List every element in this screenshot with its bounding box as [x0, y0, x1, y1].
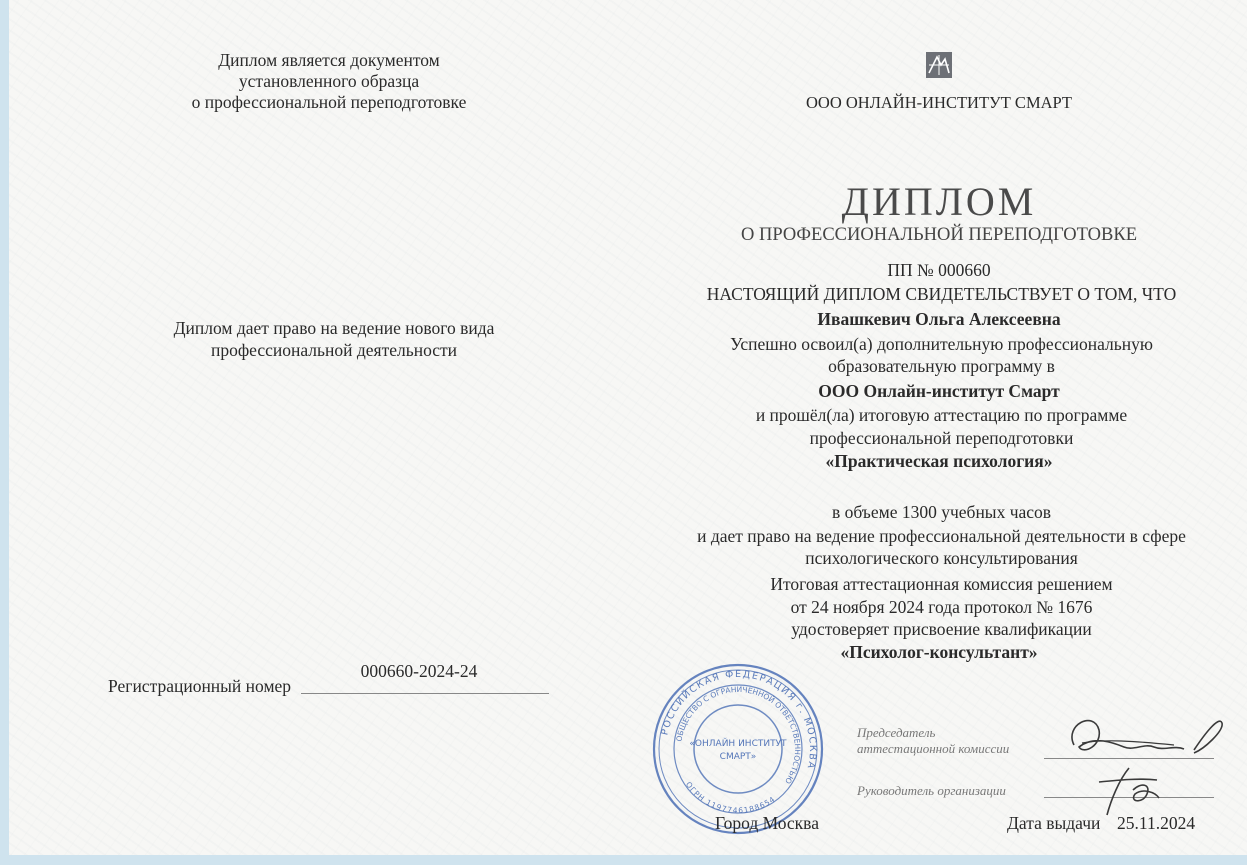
- stamp-center-line2: СМАРТ»: [719, 752, 757, 762]
- reg-number-value: 000660-2024-24: [360, 661, 478, 681]
- issue-date-value: 25.11.2024: [1117, 813, 1196, 833]
- mastered-line2: образовательную программу в: [828, 356, 1055, 376]
- left-rights-line2: профессиональной деятельности: [210, 340, 458, 360]
- institute-logo-icon: [926, 52, 952, 78]
- reg-number-underline: [301, 693, 549, 694]
- stamp-center-line1: «ОНЛАЙН ИНСТИТУТ: [689, 739, 787, 749]
- chair-signature: [1054, 705, 1234, 765]
- attest-line2: профессиональной переподготовки: [809, 428, 1074, 448]
- svg-text:ОБЩЕСТВО С ОГРАНИЧЕННОЙ ОТВЕТС: [674, 685, 802, 786]
- head-label: Руководитель организации: [857, 783, 1006, 798]
- reg-number-label: Регистрационный номер: [108, 676, 292, 696]
- stamp-outer-text: РОССИЙСКАЯ ФЕДЕРАЦИЯ г. МОСКВА: [659, 668, 819, 771]
- program-name: «Практическая психология»: [825, 451, 1053, 471]
- stamp-bottom-text: ОГРН 1197746188654: [683, 780, 778, 816]
- official-stamp: [649, 660, 827, 838]
- commission-line1: Итоговая аттестационная комиссия решением: [770, 574, 1113, 594]
- volume-hours: в объеме 1300 учебных часов: [831, 502, 1052, 522]
- qualification-name: «Психолог-консультант»: [840, 642, 1038, 662]
- left-header-line3: о профессиональной переподготовке: [191, 92, 467, 112]
- rights-line2: психологического консультирования: [805, 548, 1078, 568]
- stamp-inner-text: ОБЩЕСТВО С ОГРАНИЧЕННОЙ ОТВЕТСТВЕННОСТЬЮ: [674, 684, 803, 786]
- recipient-name: Ивашкевич Ольга Алексеевна: [817, 309, 1061, 329]
- rights-line1: и дает право на ведение профессиональной деятельности в сфере: [697, 526, 1186, 546]
- chair-label-line2: аттестационной комиссии: [857, 741, 1010, 756]
- commission-line2: от 24 ноября 2024 года протокол № 1676: [790, 597, 1093, 617]
- attest-line1: и прошёл(ла) итоговую аттестацию по программе: [755, 405, 1128, 425]
- certifies-text: НАСТОЯЩИЙ ДИПЛОМ СВИДЕТЕЛЬСТВУЕТ О ТОМ, ЧТО: [706, 284, 1177, 304]
- diploma-title: ДИПЛОМ: [841, 179, 1037, 224]
- left-header-line1: Диплом является документом: [218, 50, 440, 70]
- issue-date-label: Дата выдачи: [1007, 813, 1101, 833]
- chair-label-line1: Председатель: [857, 725, 936, 740]
- institution-name: ООО Онлайн-институт Смарт: [818, 381, 1060, 401]
- org-name: ООО ОНЛАЙН-ИНСТИТУТ СМАРТ: [806, 93, 1072, 112]
- city: Город Москва: [715, 813, 819, 833]
- left-header-line2: установленного образца: [238, 71, 420, 91]
- diploma-subtitle: О ПРОФЕССИОНАЛЬНОЙ ПЕРЕПОДГОТОВКЕ: [740, 225, 1137, 245]
- mastered-line1: Успешно освоил(а) дополнительную профессиональную: [730, 334, 1153, 354]
- diploma-serial: ПП № 000660: [887, 260, 991, 280]
- commission-line3: удостоверяет присвоение квалификации: [791, 619, 1092, 639]
- head-signature: [1089, 760, 1189, 820]
- left-rights-line1: Диплом дает право на ведение нового вида: [173, 318, 495, 338]
